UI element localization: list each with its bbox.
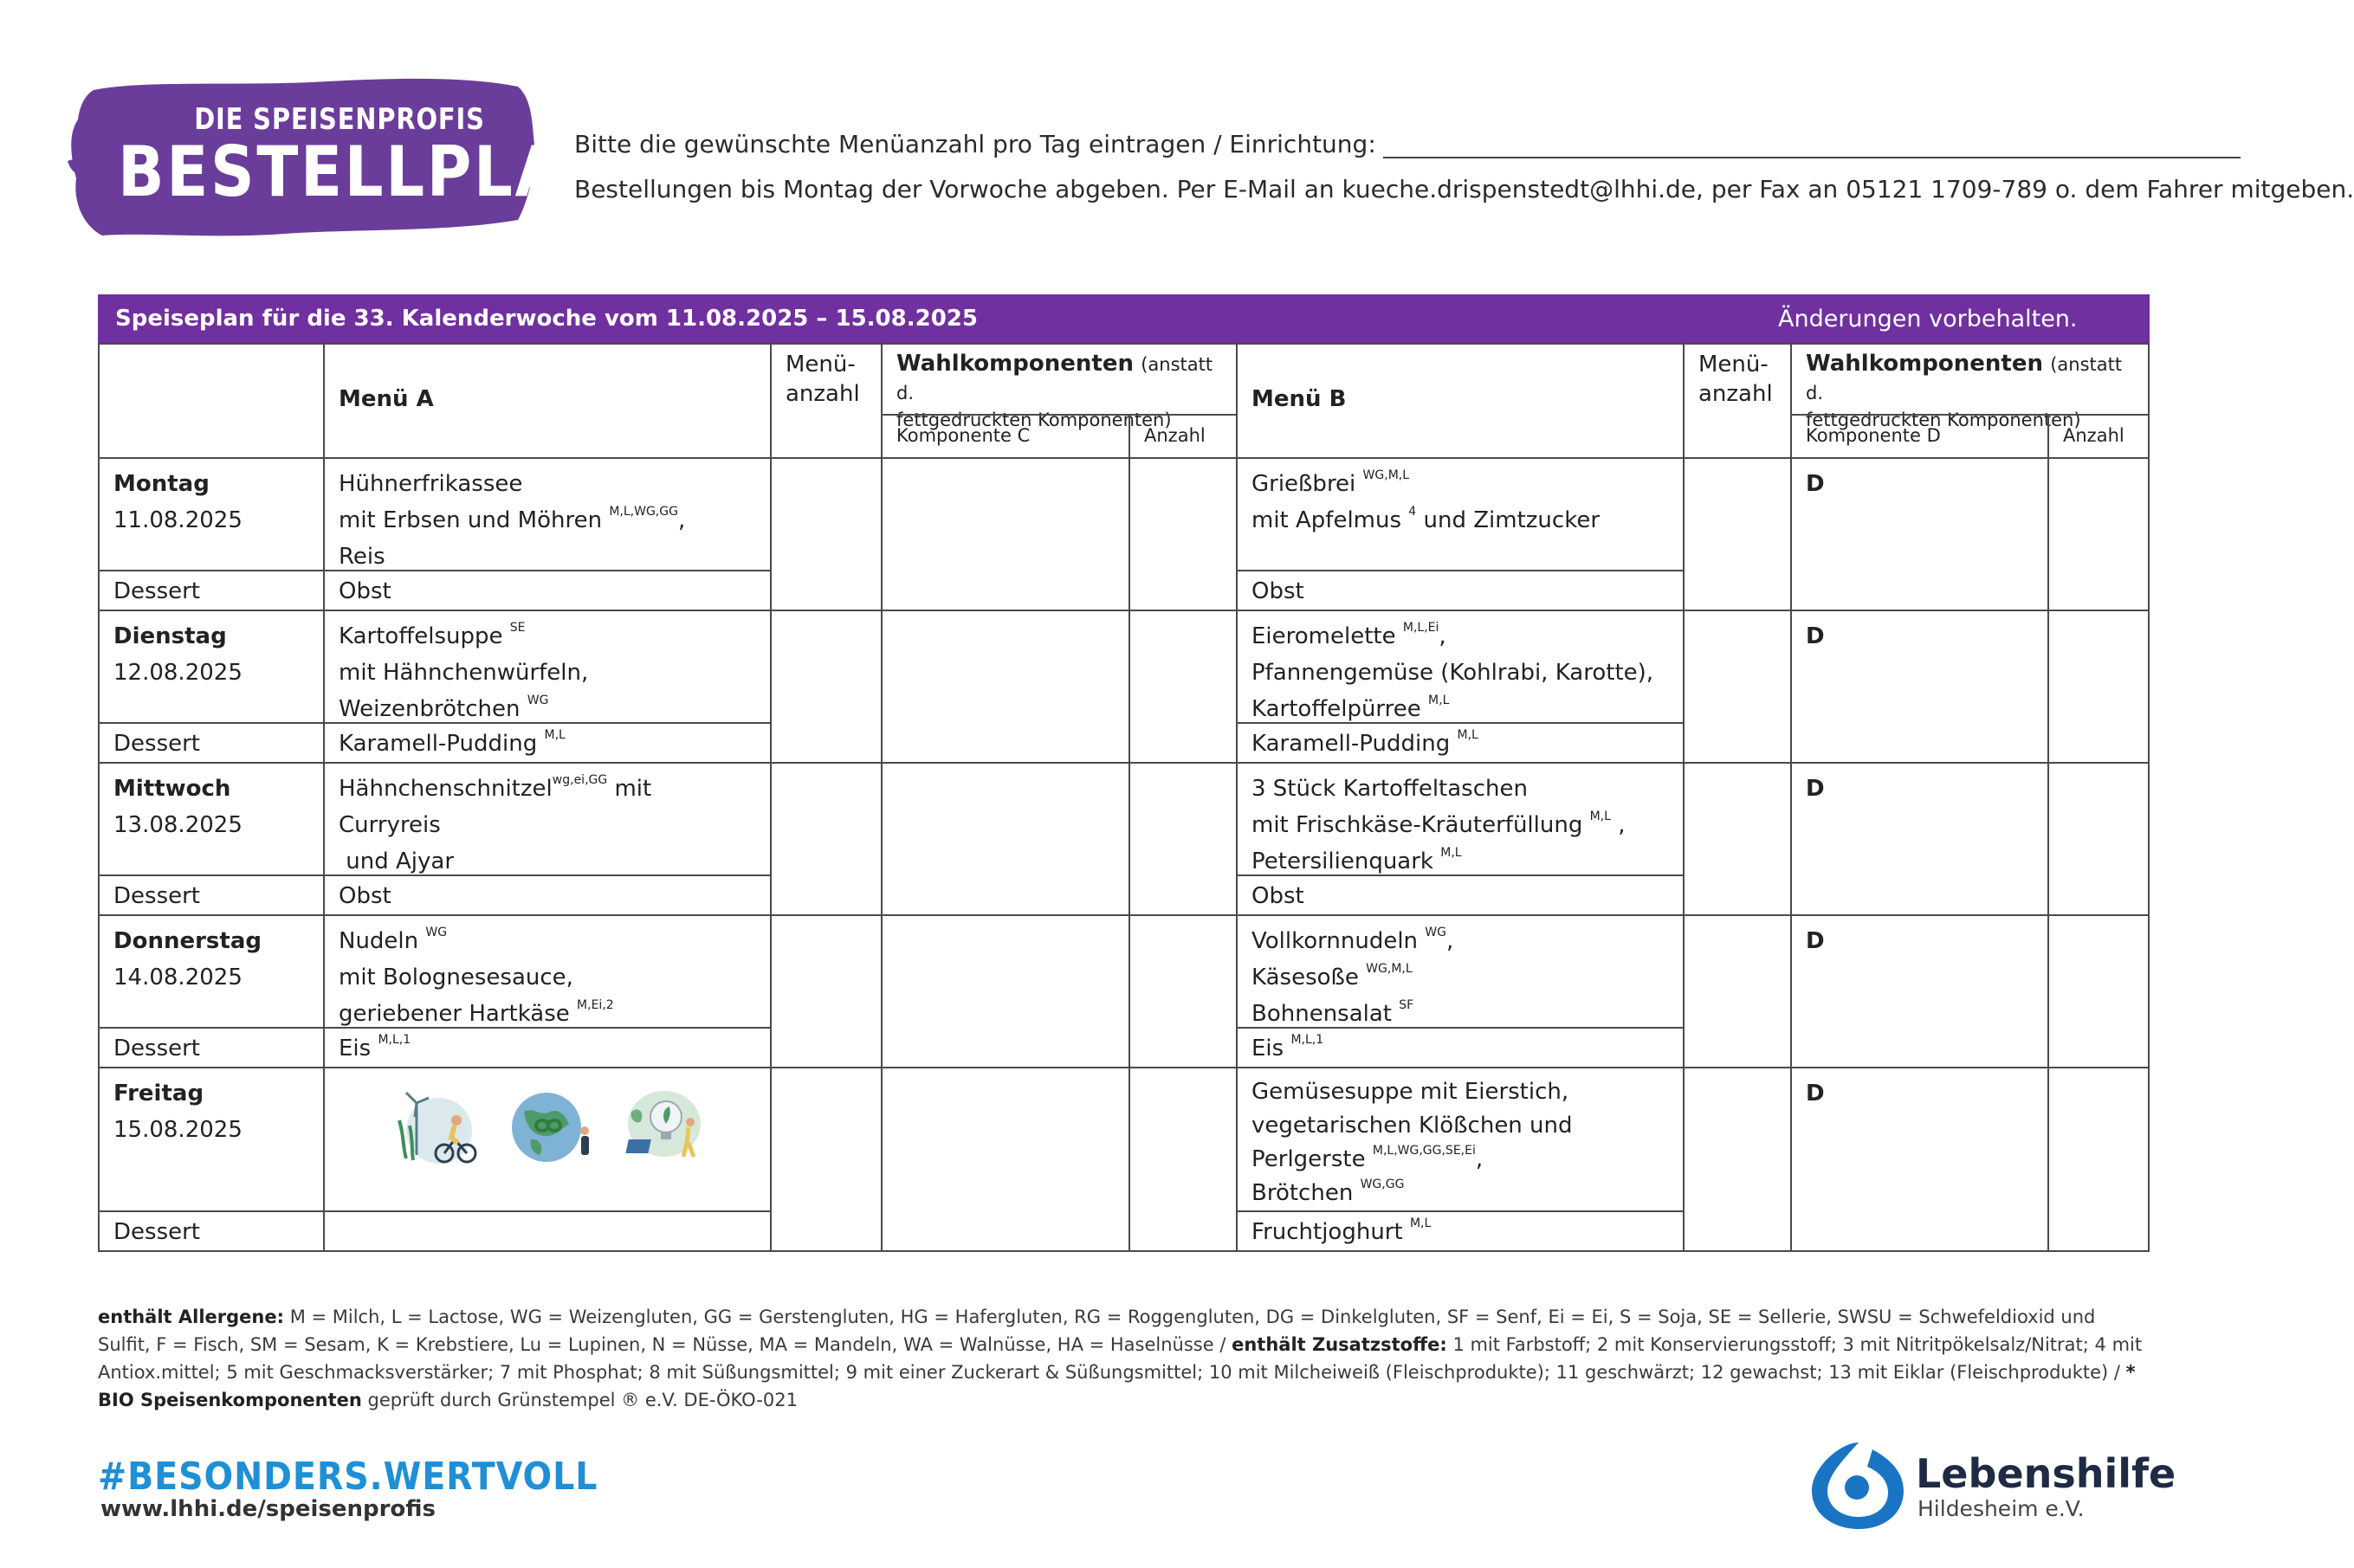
komp-c-input[interactable]: [881, 762, 1130, 916]
dish-line: Hühnerfrikassee: [339, 471, 523, 497]
komp-d-input[interactable]: D: [1790, 1067, 2049, 1252]
anzahl-d-input[interactable]: [2047, 457, 2150, 611]
header-menu-a: Menü A: [323, 343, 772, 459]
dish-line: Petersilienquark $^{M,L}$: [1251, 846, 1462, 874]
anzahl-c-input[interactable]: [1128, 762, 1238, 916]
komp-c-input[interactable]: [881, 914, 1130, 1068]
menu-b-montag: [1236, 457, 1685, 571]
dish-line: Vollkornnudeln $^{WG}$,: [1251, 926, 1454, 954]
dessert-label: Dessert: [98, 874, 325, 916]
org-subtitle: Hildesheim e.V.: [1917, 1496, 2085, 1521]
logo-subtitle: DIE SPEISENPROFIS: [194, 102, 485, 137]
dessert-label: Dessert: [98, 1210, 325, 1252]
menu-a-montag: [323, 457, 772, 571]
menu-count-b-input[interactable]: [1683, 457, 1792, 611]
dish-line: Käsesoße $^{WG,M,L}$: [1251, 962, 1413, 990]
dish-line: Nudeln $^{WG}$: [339, 926, 448, 954]
day-cell-donnerstag: [98, 914, 325, 1029]
dish-line: mit Frischkäse-Kräuterfüllung $^{M,L}$ ,: [1251, 810, 1626, 838]
anzahl-d-input[interactable]: [2047, 610, 2150, 764]
wahl-title-a: Wahlkomponenten: [896, 351, 1134, 377]
day-date: 15.08.2025: [113, 1117, 243, 1143]
menu-b-dienstag: [1236, 610, 1685, 724]
komp-c-input[interactable]: [881, 457, 1130, 611]
dessert-b-montag: Obst: [1236, 570, 1685, 611]
allergen-text: M = Milch, L = Lactose, WG = Weizengluten, GG = Gerstengluten, HG = Hafergluten, RG = Roggengluten, DG = Dinkelgluten, SF = Senf, Ei = Ei, S = Soja, SE = Sellerie, SWSU = Schwefeldioxid und Sulfit, F = Fisch, SM = Sesam, K = Krebstiere, Lu = Lupinen, N = Nüsse, MA = Mandeln, WA = Walnüsse, HA = Haselnüsse /: [98, 1307, 2096, 1355]
menu-table: [98, 343, 2150, 1252]
dish-line: Kartoffelpürree $^{M,L}$: [1251, 694, 1450, 722]
komp-c-input[interactable]: [881, 610, 1130, 764]
menu-count-b-input[interactable]: [1683, 914, 1792, 1068]
day-name: Freitag: [113, 1081, 204, 1107]
wahl-title-b: Wahlkomponenten: [1806, 351, 2043, 377]
day-cell-dienstag: [98, 610, 325, 724]
dessert-a-mittwoch: Obst: [323, 874, 772, 916]
dessert-a-freitag: [323, 1210, 772, 1252]
dish-line: Gemüsesuppe mit Eierstich,: [1251, 1079, 1569, 1105]
day-date: 12.08.2025: [113, 660, 243, 686]
dish-line: Bohnensalat $^{SF}$: [1251, 998, 1414, 1027]
dessert-b-mittwoch: Obst: [1236, 874, 1685, 916]
instruction-line-1: [574, 130, 2241, 158]
anzahl-c-input[interactable]: [1128, 914, 1238, 1068]
menu-a-mittwoch: [323, 762, 772, 876]
allergen-label: enthält Allergene:: [98, 1307, 285, 1327]
dish-line: Kartoffelsuppe $^{SE}$: [339, 621, 526, 649]
dish-line: mit Erbsen und Möhren $^{M,L,WG,GG}$,: [339, 505, 686, 533]
dish-line: Eieromelette $^{M,L,Ei}$,: [1251, 621, 1446, 649]
menu-b-mittwoch: [1236, 762, 1685, 876]
day-cell-montag: [98, 457, 325, 571]
dessert-b-freitag: Fruchtjoghurt $^{M,L}$: [1236, 1210, 1685, 1252]
day-date: 11.08.2025: [113, 507, 243, 533]
header-empty-cell: [98, 343, 325, 459]
week-banner: [98, 294, 2150, 343]
header-anzahl-c: Anzahl: [1128, 414, 1238, 459]
instruction-text-2: Bestellungen bis Montag der Vorwoche abgeben. Per E-Mail an kueche.drispenstedt@lhhi.de, per Fax an 05121 1709-789 o. dem Fahrer mitgeben.: [574, 175, 2354, 203]
menu-a-dienstag: [323, 610, 772, 724]
day-date: 14.08.2025: [113, 965, 243, 990]
menu-count-a-input[interactable]: [770, 457, 883, 611]
day-name: Dienstag: [113, 623, 227, 649]
dessert-a-montag: Obst: [323, 570, 772, 611]
dish-line: Brötchen $^{WG,GG}$: [1251, 1178, 1405, 1206]
dish-line: Reis: [339, 544, 385, 570]
dish-line: und Ajyar: [339, 849, 455, 874]
menu-count-a-input[interactable]: [770, 914, 883, 1068]
menu-count-b-input[interactable]: [1683, 1067, 1792, 1252]
website-link[interactable]: www.lhhi.de/speisenprofis: [100, 1496, 437, 1522]
day-date: 13.08.2025: [113, 812, 243, 838]
menu-b-donnerstag: [1236, 914, 1685, 1029]
menu-a-freitag-illustrations: [323, 1067, 772, 1212]
day-name: Mittwoch: [113, 776, 231, 802]
wahl-note-b-2: fettgedruckten Komponenten): [1806, 410, 2081, 430]
komp-d-input[interactable]: D: [1790, 457, 2049, 611]
dish-line: Perlgerste $^{M,L,WG,GG,SE,Ei}$,: [1251, 1144, 1484, 1172]
dish-line: Weizenbrötchen $^{WG}$: [339, 694, 549, 722]
dessert-a-dienstag: Karamell-Pudding $^{M,L}$: [323, 722, 772, 764]
wahl-note-a-2: fettgedruckten Komponenten): [896, 410, 1172, 430]
header-wahl-b: [1790, 343, 2150, 430]
anzahl-d-input[interactable]: [2047, 762, 2150, 916]
menu-count-b-input[interactable]: [1683, 762, 1792, 916]
zusatz-text: 1 mit Farbstoff; 2 mit Konservierungsstoff; 3 mit Nitritpökelsalz/Nitrat; 4 mit Antiox.mittel; 5 mit Geschmacksverstärker; 7 mit Phosphat; 8 mit Süßungsmittel; 9 mit einer Zuckerart & Süßungsmittel; 10 mit Milcheiweiß (Fleischprodukte); 11 geschwärzt; 12 gewachst; 13 mit Eiklar (Fleischprodukte) /: [98, 1334, 2143, 1383]
lightbulb-solar-illustration-icon: [619, 1086, 713, 1169]
hashtag: #BESONDERS.WERTVOLL: [98, 1455, 598, 1499]
header-wahl-a: [881, 343, 1238, 430]
komp-d-input[interactable]: D: [1790, 762, 2049, 916]
header-menu-b: Menü B: [1236, 343, 1685, 459]
allergen-legend: [98, 1303, 2150, 1414]
dish-line: Pfannengemüse (Kohlrabi, Karotte),: [1251, 660, 1654, 686]
lebenshilfe-logo-icon: [1807, 1437, 1909, 1533]
dish-line: geriebener Hartkäse $^{M,Ei,2}$: [339, 998, 614, 1027]
day-name: Donnerstag: [113, 928, 262, 954]
anzahl-c-input[interactable]: [1128, 1067, 1238, 1252]
header-menu-count-a: Menü-anzahl: [770, 343, 883, 459]
dish-line: mit Hähnchenwürfeln,: [339, 660, 589, 686]
anzahl-d-input[interactable]: [2047, 1067, 2150, 1252]
header-anzahl-d: Anzahl: [2047, 414, 2150, 459]
dish-line: vegetarischen Klößchen und: [1251, 1113, 1573, 1139]
komp-d-input[interactable]: D: [1790, 914, 2049, 1068]
menu-count-b-input[interactable]: [1683, 610, 1792, 764]
wind-bike-illustration-icon: [391, 1086, 484, 1169]
menu-count-a-input[interactable]: [770, 1067, 883, 1252]
dessert-label: Dessert: [98, 1027, 325, 1068]
dish-line: Grießbrei $^{WG,M,L}$: [1251, 468, 1410, 497]
changes-note: Änderungen vorbehalten.: [1778, 305, 2078, 332]
dish-line: mit Apfelmus $^4$ und Zimtzucker: [1251, 505, 1601, 533]
dessert-a-donnerstag: Eis $^{M,L,1}$: [323, 1027, 772, 1068]
dessert-label: Dessert: [98, 722, 325, 764]
bestellplan-logo: [68, 74, 618, 243]
dessert-label: Dessert: [98, 570, 325, 611]
dish-line: mit Bolognesesauce,: [339, 965, 573, 990]
dish-line: 3 Stück Kartoffeltaschen: [1251, 776, 1528, 802]
header-komp-d: Komponente D: [1790, 414, 2049, 459]
anzahl-c-input[interactable]: [1128, 457, 1238, 611]
bio-text: geprüft durch Grünstempel ® e.V. DE-ÖKO-021: [367, 1390, 798, 1410]
day-cell-mittwoch: [98, 762, 325, 876]
org-name: Lebenshilfe: [1916, 1450, 2176, 1497]
komp-d-input[interactable]: D: [1790, 610, 2049, 764]
menu-b-freitag: [1236, 1067, 1685, 1212]
zusatz-label: enthält Zusatzstoffe:: [1232, 1334, 1447, 1355]
dish-line: Hähnchenschnitzel$^{wg,ei,GG}$ mit Curryreis: [339, 773, 652, 838]
bio-label: * BIO Speisenkomponenten: [98, 1362, 2136, 1410]
header-komp-c: Komponente C: [881, 414, 1130, 459]
header-menu-count-b: Menü-anzahl: [1683, 343, 1792, 459]
wahl-note-a-1: (anstatt d.: [896, 354, 1213, 403]
menu-count-a-input[interactable]: [770, 762, 883, 916]
anzahl-c-input[interactable]: [1128, 610, 1238, 764]
anzahl-d-input[interactable]: [2047, 914, 2150, 1068]
komp-c-input[interactable]: [881, 1067, 1130, 1252]
globe-recycle-illustration-icon: [505, 1086, 598, 1169]
day-name: Montag: [113, 471, 210, 497]
einrichtung-input-line[interactable]: [1383, 132, 2241, 158]
dessert-b-dienstag: Karamell-Pudding $^{M,L}$: [1236, 722, 1685, 764]
logo-title: BESTELLPLAN: [118, 132, 618, 212]
day-cell-freitag: [98, 1067, 325, 1212]
week-banner-title: Speiseplan für die 33. Kalenderwoche vom 11.08.2025 – 15.08.2025: [115, 306, 978, 332]
instruction-text-1: Bitte die gewünschte Menüanzahl pro Tag eintragen / Einrichtung:: [574, 130, 1376, 158]
wahl-note-b-1: (anstatt d.: [1806, 354, 2123, 403]
dessert-b-donnerstag: Eis $^{M,L,1}$: [1236, 1027, 1685, 1068]
menu-count-a-input[interactable]: [770, 610, 883, 764]
menu-a-donnerstag: [323, 914, 772, 1029]
